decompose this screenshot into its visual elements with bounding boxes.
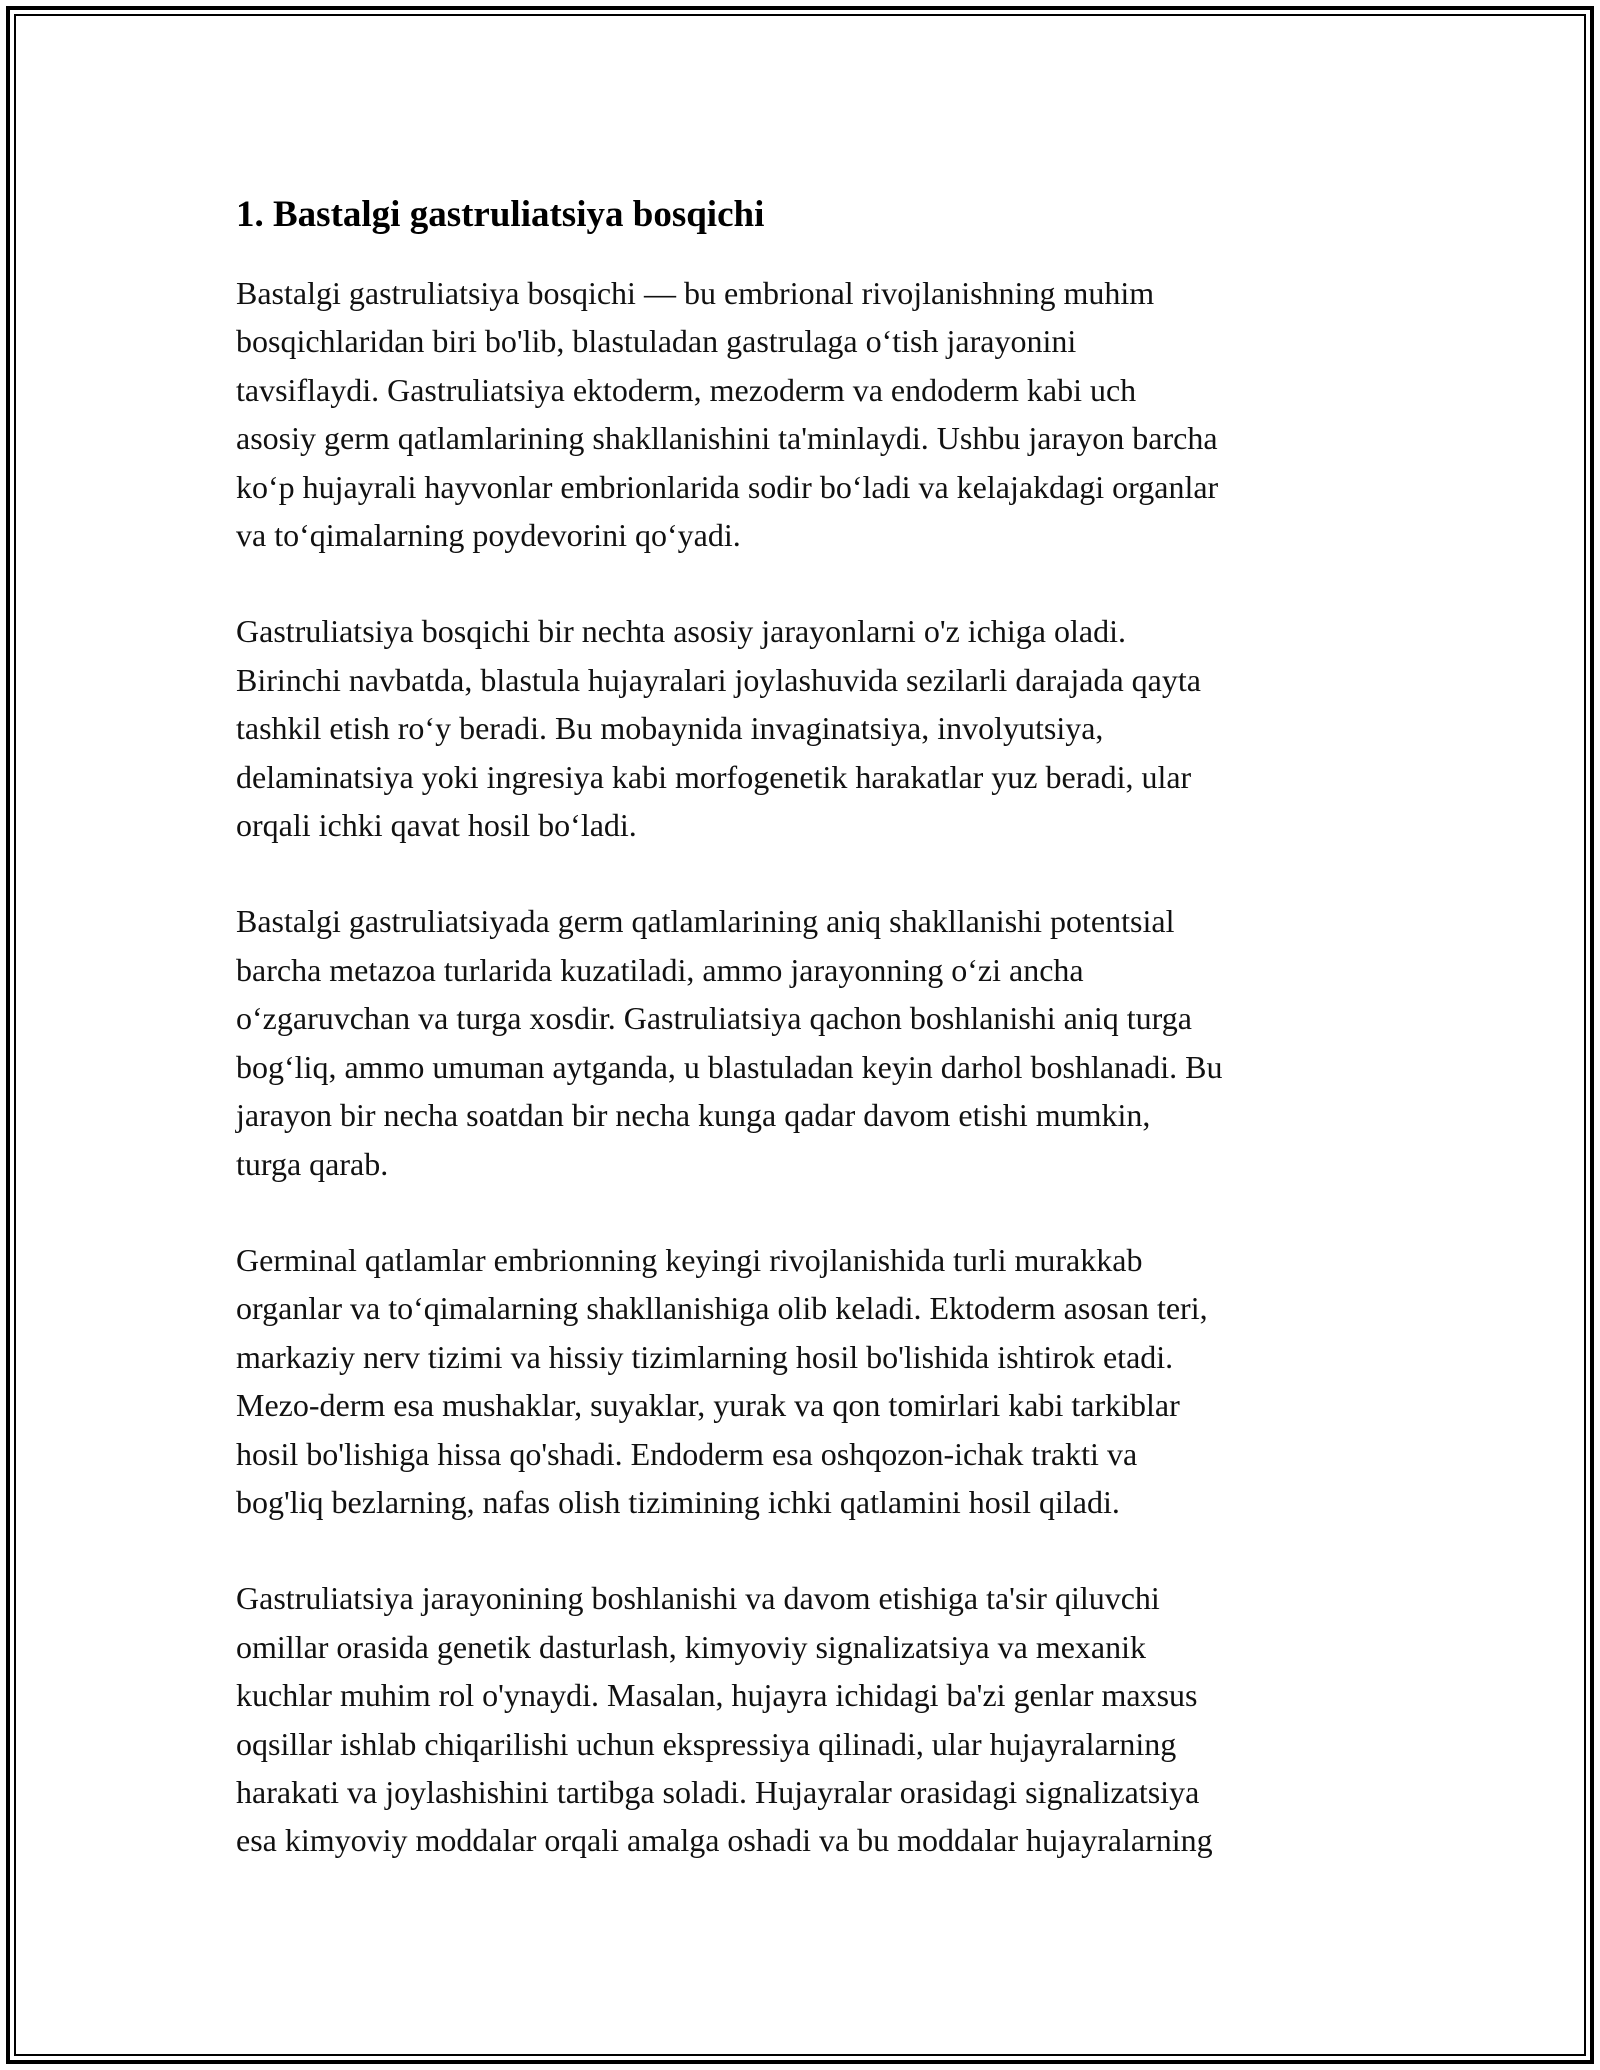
text-line: turga qarab.	[236, 1145, 389, 1182]
paragraph-5	[236, 1574, 1386, 1864]
text-line: orqali ichki qavat hosil bo‘ladi.	[236, 807, 637, 844]
text-line: tashkil etish ro‘y beradi. Bu mobaynida invaginatsiya, involyutsiya,	[236, 710, 1104, 747]
text-line: delaminatsiya yoki ingresiya kabi morfogenetik harakatlar yuz beradi, ular	[236, 758, 1192, 795]
text-line: markaziy nerv tizimi va hissiy tizimlarning hosil bo'lishida ishtirok etadi.	[236, 1338, 1174, 1375]
text-line: oqsillar ishlab chiqarilishi uchun ekspressiya qilinadi, ular hujayralarning	[236, 1725, 1177, 1762]
paragraph-2	[236, 607, 1386, 849]
text-line: ko‘p hujayrali hayvonlar embrionlarida sodir bo‘ladi va kelajakdagi organlar	[236, 468, 1219, 505]
text-line: harakati va joylashishini tartibga soladi. Hujayralar orasidagi signalizatsiya	[236, 1773, 1200, 1810]
section-heading: 1. Bastalgi gastruliatsiya bosqichi	[236, 194, 765, 235]
text-line: bosqichlaridan biri bo'lib, blastuladan gastrulaga o‘tish jarayonini	[236, 323, 1077, 360]
text-line: Germinal qatlamlar embrionning keyingi rivojlanishida turli murakkab	[236, 1241, 1143, 1278]
text-line: esa kimyoviy moddalar orqali amalga oshadi va bu moddalar hujayralarning	[236, 1822, 1213, 1859]
text-line: Birinchi navbatda, blastula hujayralari joylashuvida sezilarli darajada qayta	[236, 661, 1201, 698]
text-line: bog'liq bezlarning, nafas olish tizimining ichki qatlamini hosil qiladi.	[236, 1483, 1120, 1520]
paragraph-3	[236, 897, 1386, 1187]
text-line: tavsiflaydi. Gastruliatsiya ektoderm, mezoderm va endoderm kabi uch	[236, 371, 1137, 408]
paragraph-4	[236, 1236, 1386, 1526]
text-line: barcha metazoa turlarida kuzatiladi, ammo jarayonning o‘zi ancha	[236, 951, 1084, 988]
text-line: va to‘qimalarning poydevorini qo‘yadi.	[236, 517, 741, 554]
text-line: jarayon bir necha soatdan bir necha kunga qadar davom etishi mumkin,	[236, 1097, 1151, 1134]
text-line: o‘zgaruvchan va turga xosdir. Gastruliatsiya qachon boshlanishi aniq turga	[236, 1000, 1192, 1037]
text-line: Bastalgi gastruliatsiya bosqichi — bu embrional rivojlanishning muhim	[236, 275, 1155, 311]
text-line: asosiy germ qatlamlarining shakllanishini ta'minlaydi. Ushbu jarayon barcha	[236, 420, 1218, 457]
text-line: Mezo-derm esa mushaklar, suyaklar, yurak va qon tomirlari kabi tarkiblar	[236, 1387, 1180, 1424]
text-line: hosil bo'lishiga hissa qo'shadi. Endoderm esa oshqozon-ichak trakti va	[236, 1435, 1138, 1472]
text-line: organlar va to‘qimalarning shakllanishiga olib keladi. Ektoderm asosan teri,	[236, 1290, 1208, 1327]
text-line: Gastruliatsiya bosqichi bir nechta asosiy jarayonlarni o'z ichiga oladi.	[236, 613, 1126, 650]
paragraph-1	[236, 269, 1386, 559]
text-line: Gastruliatsiya jarayonining boshlanishi va davom etishiga ta'sir qiluvchi	[236, 1580, 1160, 1617]
text-line: bog‘liq, ammo umuman aytganda, u blastuladan keyin darhol boshlanadi. Bu	[236, 1048, 1223, 1085]
text-line: omillar orasida genetik dasturlash, kimyoviy signalizatsiya va mexanik	[236, 1628, 1146, 1665]
text-line: Bastalgi gastruliatsiyada germ qatlamlarining aniq shakllanishi potentsial	[236, 903, 1175, 940]
document-body	[236, 188, 1386, 1913]
text-line: kuchlar muhim rol o'ynaydi. Masalan, hujayra ichidagi ba'zi genlar maxsus	[236, 1677, 1198, 1714]
